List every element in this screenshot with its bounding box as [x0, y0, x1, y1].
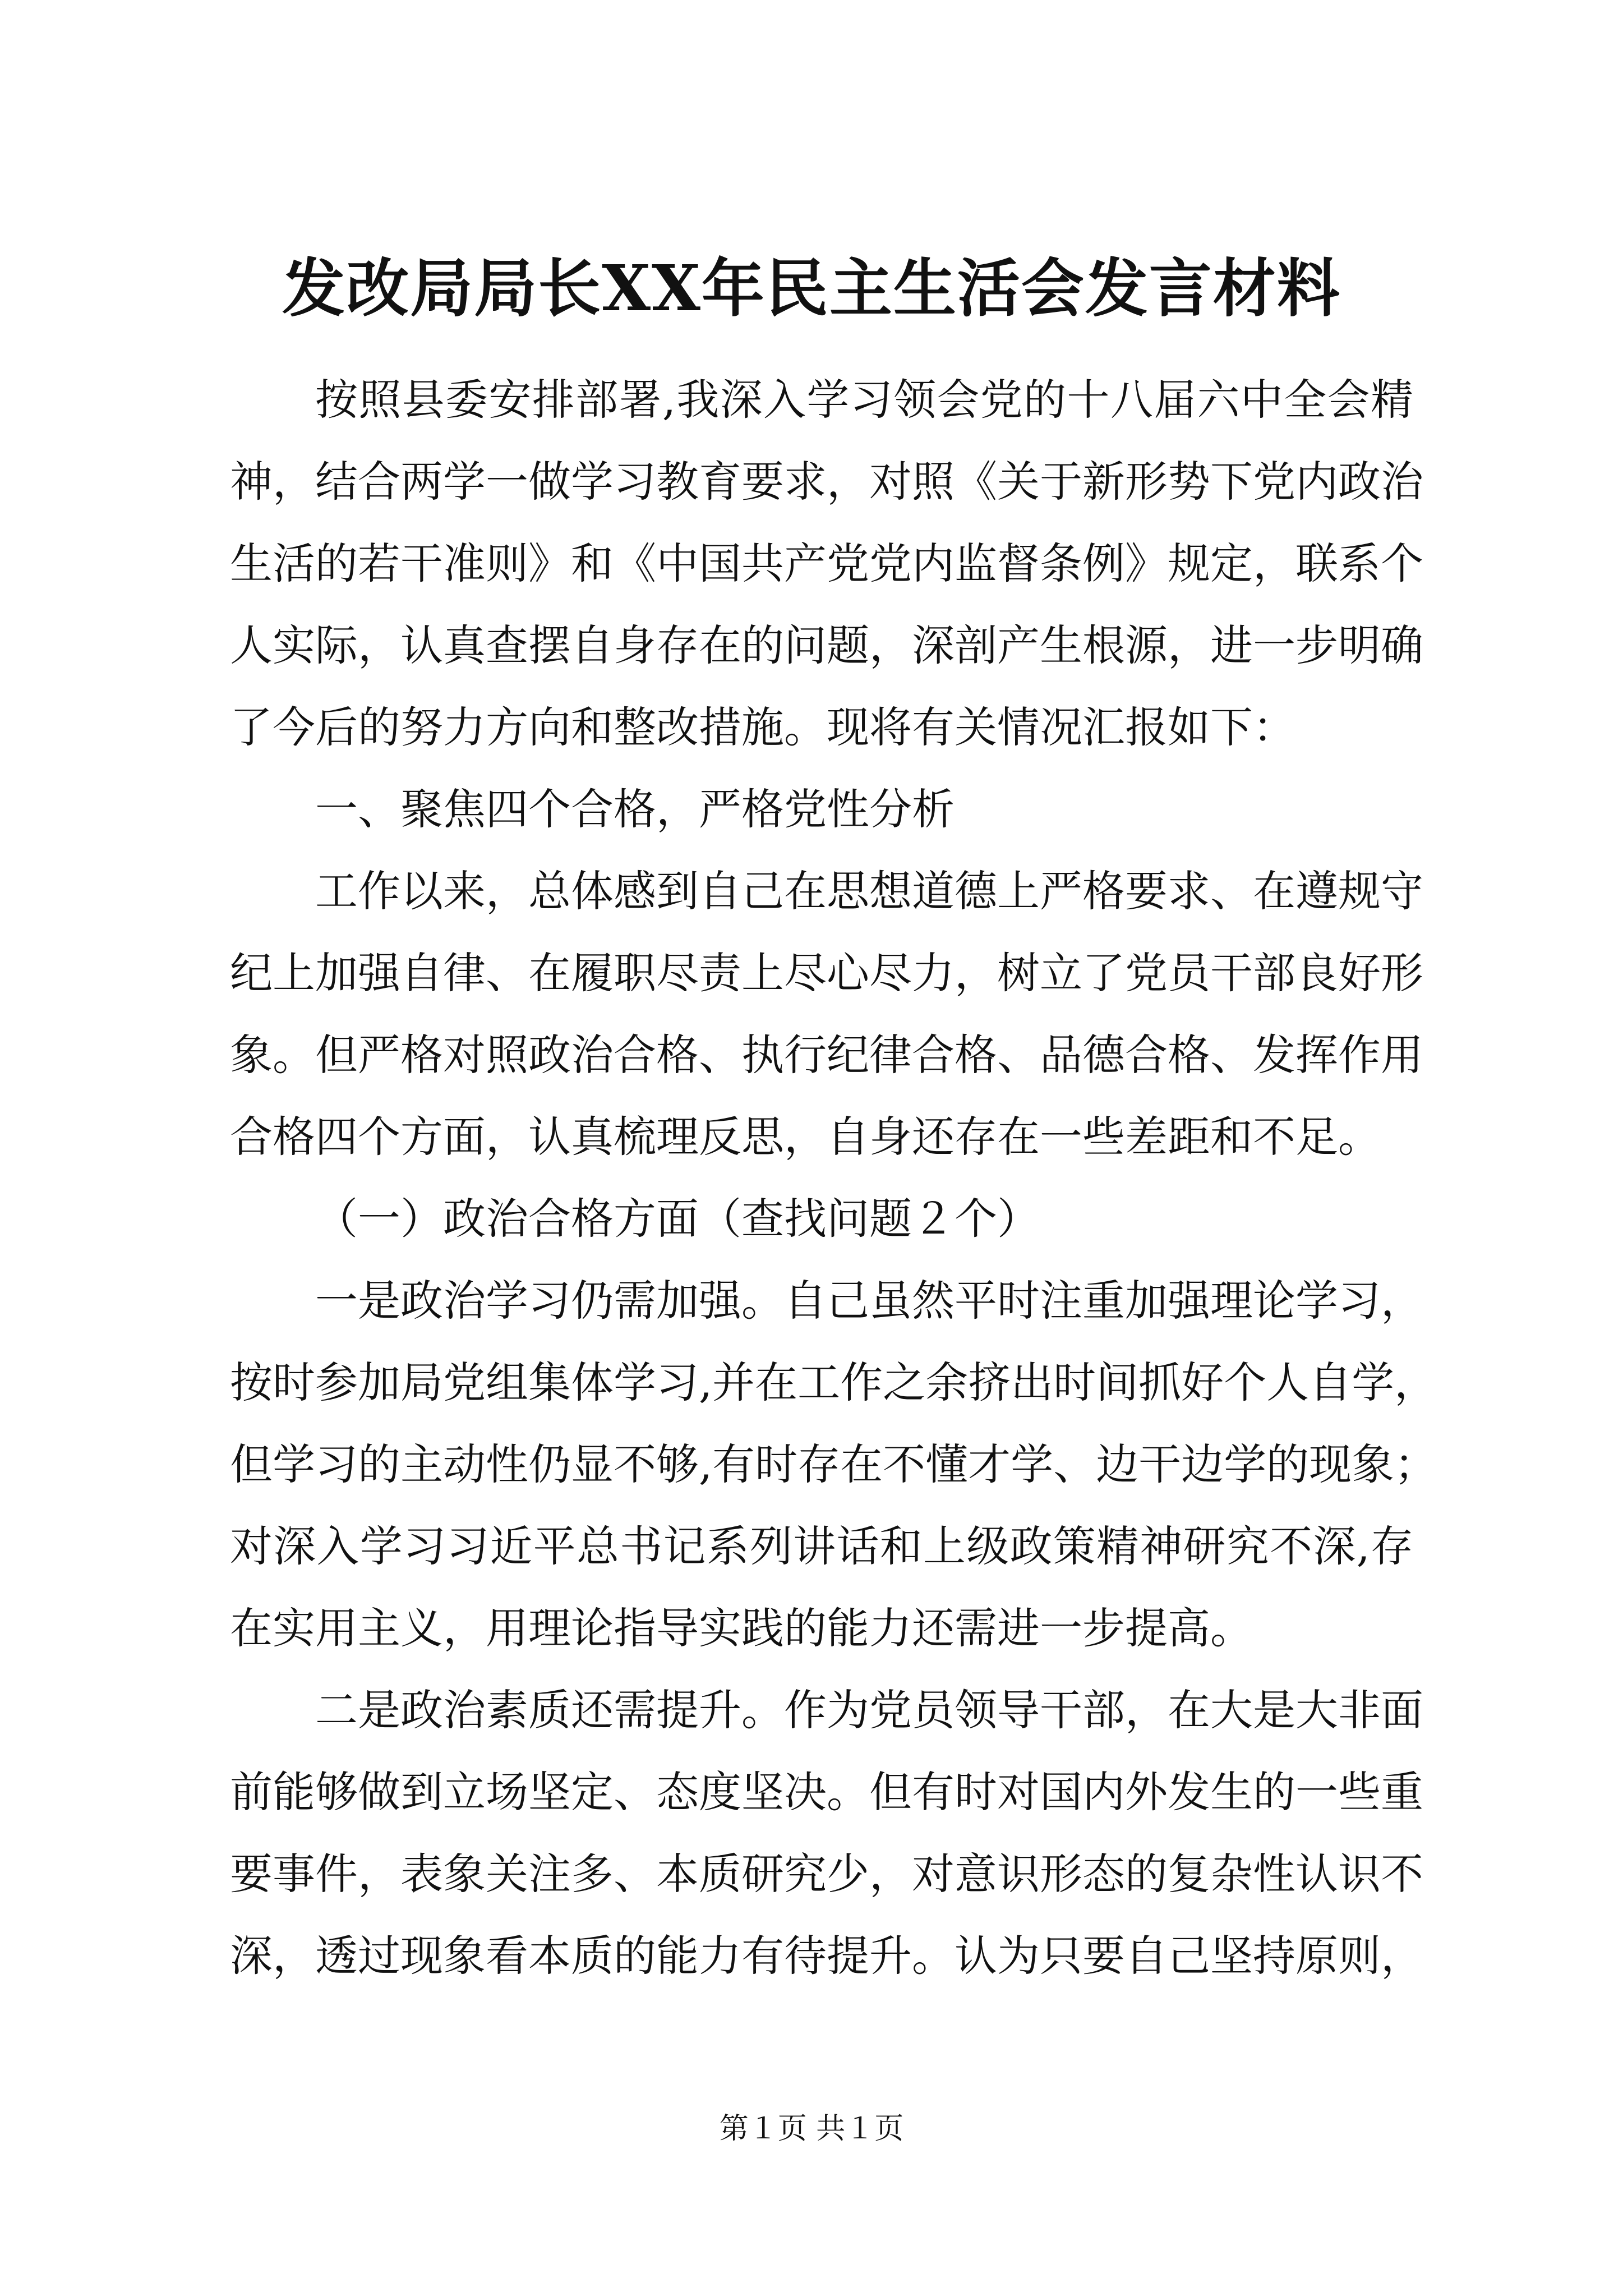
- text-line: 人实际，认真查摆自身存在的问题，深剖产生根源，进一步明确: [230, 620, 1423, 670]
- text-line: 深，透过现象看本质的能力有待提升。认为只要自己坚持原则，: [230, 1931, 1423, 1981]
- text-line: 对深入学习习近平总书记系列讲话和上级政策精神研究不深,存: [230, 1521, 1413, 1571]
- text-line: 按时参加局党组集体学习,并在工作之余挤出时间抓好个人自学，: [230, 1358, 1437, 1407]
- text-line: 合格四个方面，认真梳理反思，自身还存在一些差距和不足。: [230, 1112, 1381, 1162]
- text-line: 但学习的主动性仍显不够,有时存在不懂才学、边干边学的现象；: [230, 1439, 1437, 1489]
- text-line: 工作以来，总体感到自己在思想道德上严格要求、在遵规守: [315, 866, 1423, 916]
- text-line: 纪上加强自律、在履职尽责上尽心尽力，树立了党员干部良好形: [230, 948, 1423, 998]
- document-title: 发改局局长XX年民主生活会发言材料: [282, 252, 1341, 325]
- text-line: 按照县委安排部署,我深入学习领会党的十八届六中全会精: [315, 375, 1413, 425]
- text-line: 生活的若干准则》和《中国共产党党内监督条例》规定，联系个: [230, 539, 1423, 588]
- text-line: 象。但严格对照政治合格、执行纪律合格、品德合格、发挥作用: [230, 1030, 1423, 1080]
- text-line: 前能够做到立场坚定、态度坚决。但有时对国内外发生的一些重: [230, 1767, 1423, 1817]
- text-line: 二是政治素质还需提升。作为党员领导干部，在大是大非面: [315, 1685, 1423, 1735]
- subsection-heading: （一）政治合格方面（查找问题２个）: [315, 1194, 1040, 1244]
- text-line: 一是政治学习仍需加强。自己虽然平时注重加强理论学习，: [315, 1276, 1423, 1326]
- text-line: 神，结合两学一做学习教育要求，对照《关于新形势下党内政治: [230, 457, 1423, 507]
- text-line: 在实用主义，用理论指导实践的能力还需进一步提高。: [230, 1603, 1253, 1653]
- document-body: [230, 359, 1437, 1997]
- text-line: 要事件，表象关注多、本质研究少，对意识形态的复杂性认识不: [230, 1849, 1423, 1899]
- page-number-footer: 第１页 共１页: [719, 2112, 904, 2146]
- text-line: 了今后的努力方向和整改措施。现将有关情况汇报如下：: [230, 702, 1295, 752]
- section-heading: 一、聚焦四个合格，严格党性分析: [315, 784, 955, 834]
